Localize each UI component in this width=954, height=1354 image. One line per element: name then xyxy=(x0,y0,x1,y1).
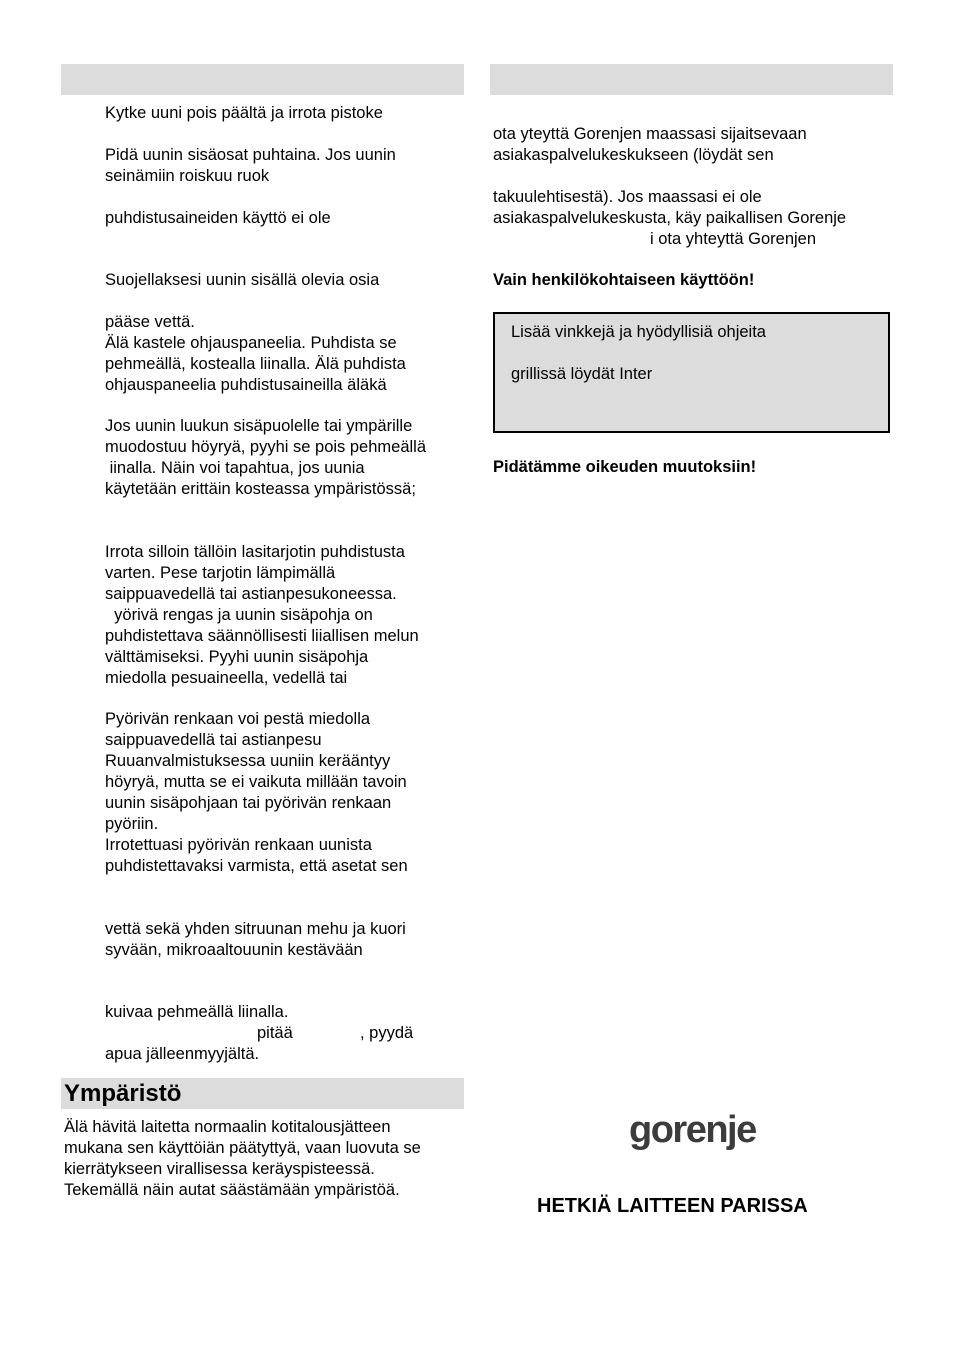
text-line: miedolla pesuaineella, vedellä tai xyxy=(105,669,348,687)
environment-heading: Ympäristö xyxy=(64,1080,182,1107)
text-line: höyryä, mutta se ei vaikuta millään tavoin xyxy=(105,773,407,791)
text-line: puhdistettavaksi varmista, että asetat sen xyxy=(105,857,408,875)
text-line: välttämiseksi. Pyyhi uunin sisäpohja xyxy=(105,648,369,666)
text-line: uunin sisäpohjaan tai pyörivän renkaan xyxy=(105,794,392,812)
tips-line: Lisää vinkkejä ja hyödyllisiä ohjeita xyxy=(511,323,766,341)
tips-line: grillissä löydät Inter xyxy=(511,365,653,383)
text-line: Kytke uuni pois päältä ja irrota pistoke xyxy=(105,104,383,122)
text-line: seinämiin roiskuu ruok xyxy=(105,167,270,185)
text-line: Pyörivän renkaan voi pestä miedolla xyxy=(105,710,371,728)
text-line: saippuavedellä tai astianpesukoneessa. xyxy=(105,585,397,603)
text-line: pehmeällä, kostealla liinalla. Älä puhdista xyxy=(105,355,406,373)
text-line: yörivä rengas ja uunin sisäpohja on xyxy=(105,606,373,624)
tagline: HETKIÄ LAITTEEN PARISSA xyxy=(537,1195,808,1217)
text-line: i ota yhteyttä Gorenjen xyxy=(650,230,817,248)
text-line: kierrätykseen virallisessa keräyspisteessä. xyxy=(64,1160,375,1178)
text-line: Irrotettuasi pyörivän renkaan uunista xyxy=(105,836,372,854)
text-line: Pidä uunin sisäosat puhtaina. Jos uunin xyxy=(105,146,396,164)
text-line: Ruuanvalmistuksessa uuniin kerääntyy xyxy=(105,752,391,770)
text-line: muodostuu höyryä, pyyhi se pois pehmeällä xyxy=(105,438,427,456)
text-line: , pyydä xyxy=(360,1024,414,1042)
right-header-bar xyxy=(490,64,893,95)
text-line: Suojellaksesi uunin sisällä olevia osia xyxy=(105,271,380,289)
text-line: Irrota silloin tällöin lasitarjotin puhdistusta xyxy=(105,543,405,561)
text-line: Jos uunin luukun sisäpuolelle tai ympärille xyxy=(105,417,413,435)
tips-box xyxy=(493,312,890,433)
text-line: puhdistusaineiden käyttö ei ole xyxy=(105,209,331,227)
text-line: saippuavedellä tai astianpesu xyxy=(105,731,322,749)
left-header-bar xyxy=(61,64,464,95)
text-line: pyöriin. xyxy=(105,815,159,833)
text-line: iinalla. Näin voi tapahtua, jos uunia xyxy=(105,459,365,477)
text-line: vettä sekä yhden sitruunan mehu ja kuori xyxy=(105,920,406,938)
gorenje-logo: gorenje xyxy=(629,1109,756,1151)
text-line: syvään, mikroaaltouunin kestävään xyxy=(105,941,363,959)
text-line: Älä kastele ohjauspaneelia. Puhdista se xyxy=(105,334,397,352)
text-line: varten. Pese tarjotin lämpimällä xyxy=(105,564,336,582)
text-line: ohjauspaneelia puhdistusaineilla äläkä xyxy=(105,376,387,394)
text-line: ota yteyttä Gorenjen maassasi sijaitsevaan xyxy=(493,125,807,143)
text-line: Älä hävitä laitetta normaalin kotitalousjätteen xyxy=(64,1118,391,1136)
text-line: Tekemällä näin autat säästämään ympäristöä. xyxy=(64,1181,400,1199)
text-line: pääse vettä. xyxy=(105,313,195,331)
rights-notice: Pidätämme oikeuden muutoksiin! xyxy=(493,458,757,476)
personal-use-notice: Vain henkilökohtaiseen käyttöön! xyxy=(493,271,755,289)
text-line: puhdistettava säännöllisesti liiallisen melun xyxy=(105,627,419,645)
text-line: pitää xyxy=(257,1024,293,1042)
text-line: käytetään erittäin kosteassa ympäristössä; xyxy=(105,480,416,498)
text-line: asiakaspalvelukeskusta, käy paikallisen Gorenje xyxy=(493,209,847,227)
text-line: asiakaspalvelukeskukseen (löydät sen xyxy=(493,146,774,164)
text-line: mukana sen käyttöiän päätyttyä, vaan luovuta se xyxy=(64,1139,421,1157)
text-line: takuulehtisestä). Jos maassasi ei ole xyxy=(493,188,762,206)
text-line: apua jälleenmyyjältä. xyxy=(105,1045,260,1063)
text-line: kuivaa pehmeällä liinalla. xyxy=(105,1003,289,1021)
